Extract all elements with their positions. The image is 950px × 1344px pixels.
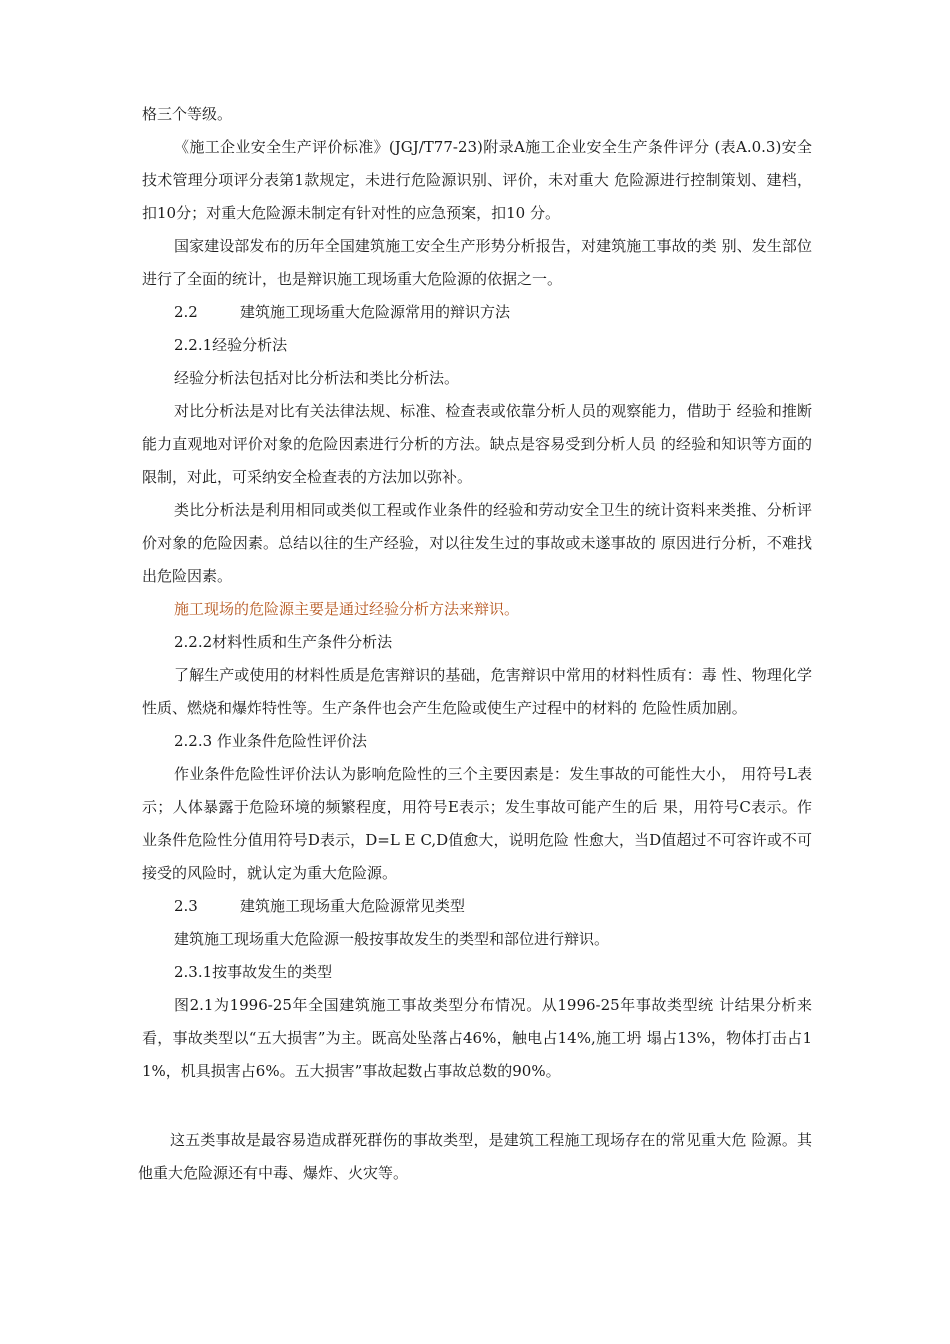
paragraph-lec-method: 作业条件危险性评价法认为影响危险性的三个主要因素是：发生事故的可能性大小， 用符号L表示；人体暴露于危险环境的频繁程度，用符号E表示；发生事故可能产生的后 果，用符号C表示。作业条件危险性分值用符号D表示，D=L E C,D值愈大，说明危险 性愈大，当D值超过不可容许或不可接受的风险时，就认定为重大危险源。 [142, 765, 812, 882]
section-number: 2.2 [174, 303, 198, 321]
section-title: 建筑施工现场重大危险源常见类型 [240, 897, 466, 915]
paragraph-material-properties: 了解生产或使用的材料性质是危害辩识的基础，危害辩识中常用的材料性质有：毒 性、物理化学性质、燃烧和爆炸特性等。生产条件也会产生危险或使生产过程中的材料的 危险性质加剧。 [142, 666, 812, 717]
subsection-heading-2-2-1: 2.2.1经验分析法 [174, 336, 288, 354]
section-number: 2.3 [174, 897, 198, 915]
subsection-heading-2-2-3: 2.2.3 作业条件危险性评价法 [174, 732, 367, 750]
paragraph-continuation: 格三个等级。 [142, 105, 233, 123]
paragraph-identification-basis: 建筑施工现场重大危险源一般按事故发生的类型和部位进行辩识。 [174, 930, 610, 948]
section-heading-2-2 [142, 296, 812, 329]
paragraph-analogy-analysis: 类比分析法是利用相同或类似工程或作业条件的经验和劳动安全卫生的统计资料来类推、分析评价对象的危险因素。总结以往的生产经验，对以往发生过的事故或未遂事故的 原因进行分析，不难找出危险因素。 [142, 501, 812, 585]
section-heading-2-3 [142, 890, 812, 923]
document-page [138, 98, 812, 1190]
section-title: 建筑施工现场重大危险源常用的辩识方法 [240, 303, 511, 321]
paragraph-standard-citation: 《施工企业安全生产评价标准》(JGJ/T77-23)附录A施工企业安全生产条件评分 (表A.0.3)安全技术管理分项评分表第1款规定，未进行危险源识别、评价，未对重大 危险源进行控制策划、建档，扣10分；对重大危险源未制定有针对性的应急预案，扣10 分。 [142, 138, 812, 222]
paragraph-comparative-analysis: 对比分析法是对比有关法律法规、标准、检查表或依靠分析人员的观察能力，借助于 经验和推断能力直观地对评价对象的危险因素进行分析的方法。缺点是容易受到分析人员 的经验和知识等方面的限制，对此，可采纳安全检查表的方法加以弥补。 [142, 402, 812, 486]
subsection-heading-2-2-2: 2.2.2材料性质和生产条件分析法 [174, 633, 393, 651]
paragraph-five-accident-types: 这五类事故是最容易造成群死群伤的事故类型，是建筑工程施工现场存在的常见重大危 险源。其他重大危险源还有中毒、爆炸、火灾等。 [138, 1131, 812, 1182]
subsection-heading-2-3-1: 2.3.1按事故发生的类型 [174, 963, 333, 981]
paragraph-highlighted-conclusion: 施工现场的危险源主要是通过经验分析方法来辩识。 [174, 600, 520, 618]
paragraph-ministry-report: 国家建设部发布的历年全国建筑施工安全生产形势分析报告，对建筑施工事故的类 别、发生部位进行了全面的统计，也是辩识施工现场重大危险源的依据之一。 [142, 237, 812, 288]
paragraph-experience-analysis: 经验分析法包括对比分析法和类比分析法。 [174, 369, 460, 387]
paragraph-gap [142, 1088, 812, 1124]
paragraph-accident-statistics: 图2.1为1996-25年全国建筑施工事故类型分布情况。从1996-25年事故类型统 计结果分析来看，事故类型以“五大损害”为主。既高处坠落占46%，触电占14%,施工坍 塌占13%，物体打击占11%，机具损害占6%。五大损害”事故起数占事故总数的90%。 [142, 996, 812, 1080]
